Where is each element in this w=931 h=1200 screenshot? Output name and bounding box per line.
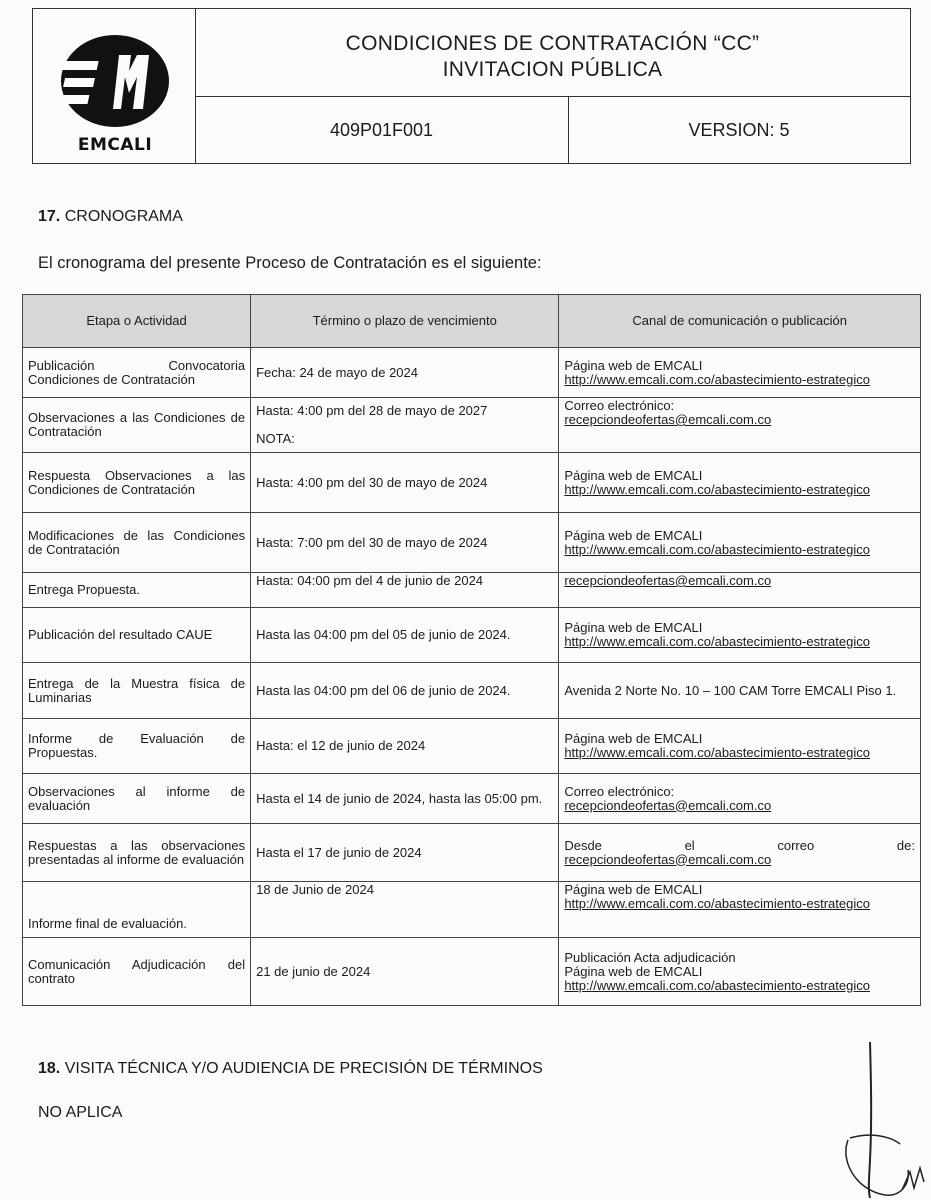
term-cell: Hasta las 04:00 pm del 06 de junio de 2024. (251, 663, 559, 719)
section-17-heading (38, 208, 183, 226)
document-title (195, 9, 910, 97)
activity-cell: Entrega Propuesta. (23, 573, 251, 608)
activity-cell: Informe final de evaluación. (23, 882, 251, 938)
term-cell: Hasta: 7:00 pm del 30 de mayo de 2024 (251, 513, 559, 573)
section-18-heading (38, 1060, 543, 1078)
channel-cell (559, 608, 921, 663)
section-18-body: NO APLICA (38, 1104, 123, 1121)
channel-link[interactable]: http://www.emcali.com.co/abastecimiento-estrategico (564, 977, 870, 993)
term-cell: Hasta: 04:00 pm del 4 de junio de 2024 (251, 573, 559, 608)
channel-cell (559, 348, 921, 398)
term-cell: Hasta: el 12 de junio de 2024 (251, 719, 559, 774)
document-code: 409P01F001 (195, 97, 569, 163)
activity-cell: Comunicación Adjudicación del contrato (23, 938, 251, 1006)
section-17-title: CRONOGRAMA (64, 208, 183, 225)
table-row (23, 513, 921, 573)
channel-text: Página web de EMCALI (564, 731, 703, 746)
channel-text: Página web de EMCALI (564, 357, 703, 373)
logo-cell (33, 9, 196, 163)
title-line-2: INVITACION PÚBLICA (442, 58, 663, 81)
column-header-channel: Canal de comunicación o publicación (559, 295, 921, 348)
channel-link[interactable]: http://www.emcali.com.co/abastecimiento-estrategico (564, 896, 870, 911)
table-row (23, 824, 921, 882)
channel-cell (559, 398, 921, 453)
channel-text: Página web de EMCALI (564, 467, 703, 483)
activity-cell: Informe de Evaluación de Propuestas. (23, 719, 251, 774)
channel-link[interactable]: recepciondeofertas@emcali.com.co (564, 573, 772, 588)
activity-cell: Observaciones a las Condiciones de Contratación (23, 398, 251, 453)
channel-cell (559, 513, 921, 573)
activity-cell: Modificaciones de las Condiciones de Contratación (23, 513, 251, 573)
term-cell: Hasta el 14 de junio de 2024, hasta las 05:00 pm. (251, 774, 559, 824)
table-row (23, 453, 921, 513)
logo-text: EMCALI (77, 135, 153, 155)
table-row (23, 774, 921, 824)
section-17-intro: El cronograma del presente Proceso de Contratación es el siguiente: (38, 254, 542, 272)
term-cell (251, 398, 559, 453)
channel-cell (559, 824, 921, 882)
activity-cell: Respuestas a las observaciones presentadas al informe de evaluación (23, 824, 251, 882)
table-row (23, 719, 921, 774)
channel-text: Página web de EMCALI (564, 963, 703, 979)
activity-cell: Publicación Convocatoria Condiciones de Contratación (23, 348, 251, 398)
channel-word: correo (777, 837, 815, 853)
channel-word: de: (896, 837, 915, 853)
channel-link[interactable]: recepciondeofertas@emcali.com.co (564, 412, 772, 427)
channel-text: Página web de EMCALI (564, 527, 703, 543)
emcali-logo-icon (55, 31, 171, 131)
section-17-number: 17. (38, 208, 61, 225)
channel-link[interactable]: recepciondeofertas@emcali.com.co (564, 851, 772, 867)
table-row (23, 608, 921, 663)
channel-link[interactable]: http://www.emcali.com.co/abastecimiento-estrategico (564, 541, 870, 557)
term-note: NOTA: (256, 431, 295, 446)
table-row (23, 398, 921, 453)
table-row (23, 882, 921, 938)
channel-cell (559, 719, 921, 774)
table-row (23, 938, 921, 1006)
table-header-row (23, 295, 921, 348)
activity-cell: Publicación del resultado CAUE (23, 608, 251, 663)
activity-cell: Entrega de la Muestra física de Luminarias (23, 663, 251, 719)
term-cell: Hasta las 04:00 pm del 05 de junio de 2024. (251, 608, 559, 663)
channel-text: Página web de EMCALI (564, 882, 703, 897)
handwritten-signature-icon (830, 1040, 930, 1200)
column-header-activity: Etapa o Actividad (23, 295, 251, 348)
channel-cell (559, 938, 921, 1006)
channel-cell (559, 573, 921, 608)
table-row (23, 573, 921, 608)
document-header (32, 8, 911, 164)
term-cell: 21 de junio de 2024 (251, 938, 559, 1006)
term-cell: Hasta el 17 de junio de 2024 (251, 824, 559, 882)
table-row (23, 663, 921, 719)
document-version: VERSION: 5 (688, 119, 790, 140)
activity-cell: Respuesta Observaciones a las Condiciones de Contratación (23, 453, 251, 513)
channel-text: Página web de EMCALI (564, 620, 703, 635)
schedule-table (22, 294, 921, 1006)
channel-link[interactable]: http://www.emcali.com.co/abastecimiento-estrategico (564, 634, 870, 649)
channel-link[interactable]: http://www.emcali.com.co/abastecimiento-estrategico (564, 745, 870, 760)
channel-link[interactable]: http://www.emcali.com.co/abastecimiento-estrategico (564, 481, 870, 497)
section-18-title: VISITA TÉCNICA Y/O AUDIENCIA DE PRECISIÓN DE TÉRMINOS (64, 1060, 543, 1077)
channel-link[interactable]: recepciondeofertas@emcali.com.co (564, 797, 772, 813)
column-header-term: Término o plazo de vencimiento (251, 295, 559, 348)
channel-word: Desde (564, 837, 602, 853)
term-cell: Fecha: 24 de mayo de 2024 (251, 348, 559, 398)
activity-cell: Observaciones al informe de evaluación (23, 774, 251, 824)
term-text: Hasta: 4:00 pm del 28 de mayo de 2027 (256, 403, 488, 418)
channel-text (564, 839, 915, 853)
channel-text: Correo electrónico: (564, 783, 675, 799)
table-row (23, 348, 921, 398)
channel-text: Publicación Acta adjudicación (564, 949, 736, 965)
channel-cell: Avenida 2 Norte No. 10 – 100 CAM Torre EMCALI Piso 1. (559, 663, 921, 719)
term-cell: 18 de Junio de 2024 (251, 882, 559, 938)
channel-link[interactable]: http://www.emcali.com.co/abastecimiento-estrategico (564, 371, 870, 387)
title-line-1: CONDICIONES DE CONTRATACIÓN “CC” (345, 32, 760, 55)
section-18-number: 18. (38, 1060, 61, 1077)
channel-word: el (684, 837, 695, 853)
channel-cell (559, 774, 921, 824)
channel-cell (559, 882, 921, 938)
term-cell: Hasta: 4:00 pm del 30 de mayo de 2024 (251, 453, 559, 513)
channel-cell (559, 453, 921, 513)
channel-text: Correo electrónico: (564, 398, 675, 413)
